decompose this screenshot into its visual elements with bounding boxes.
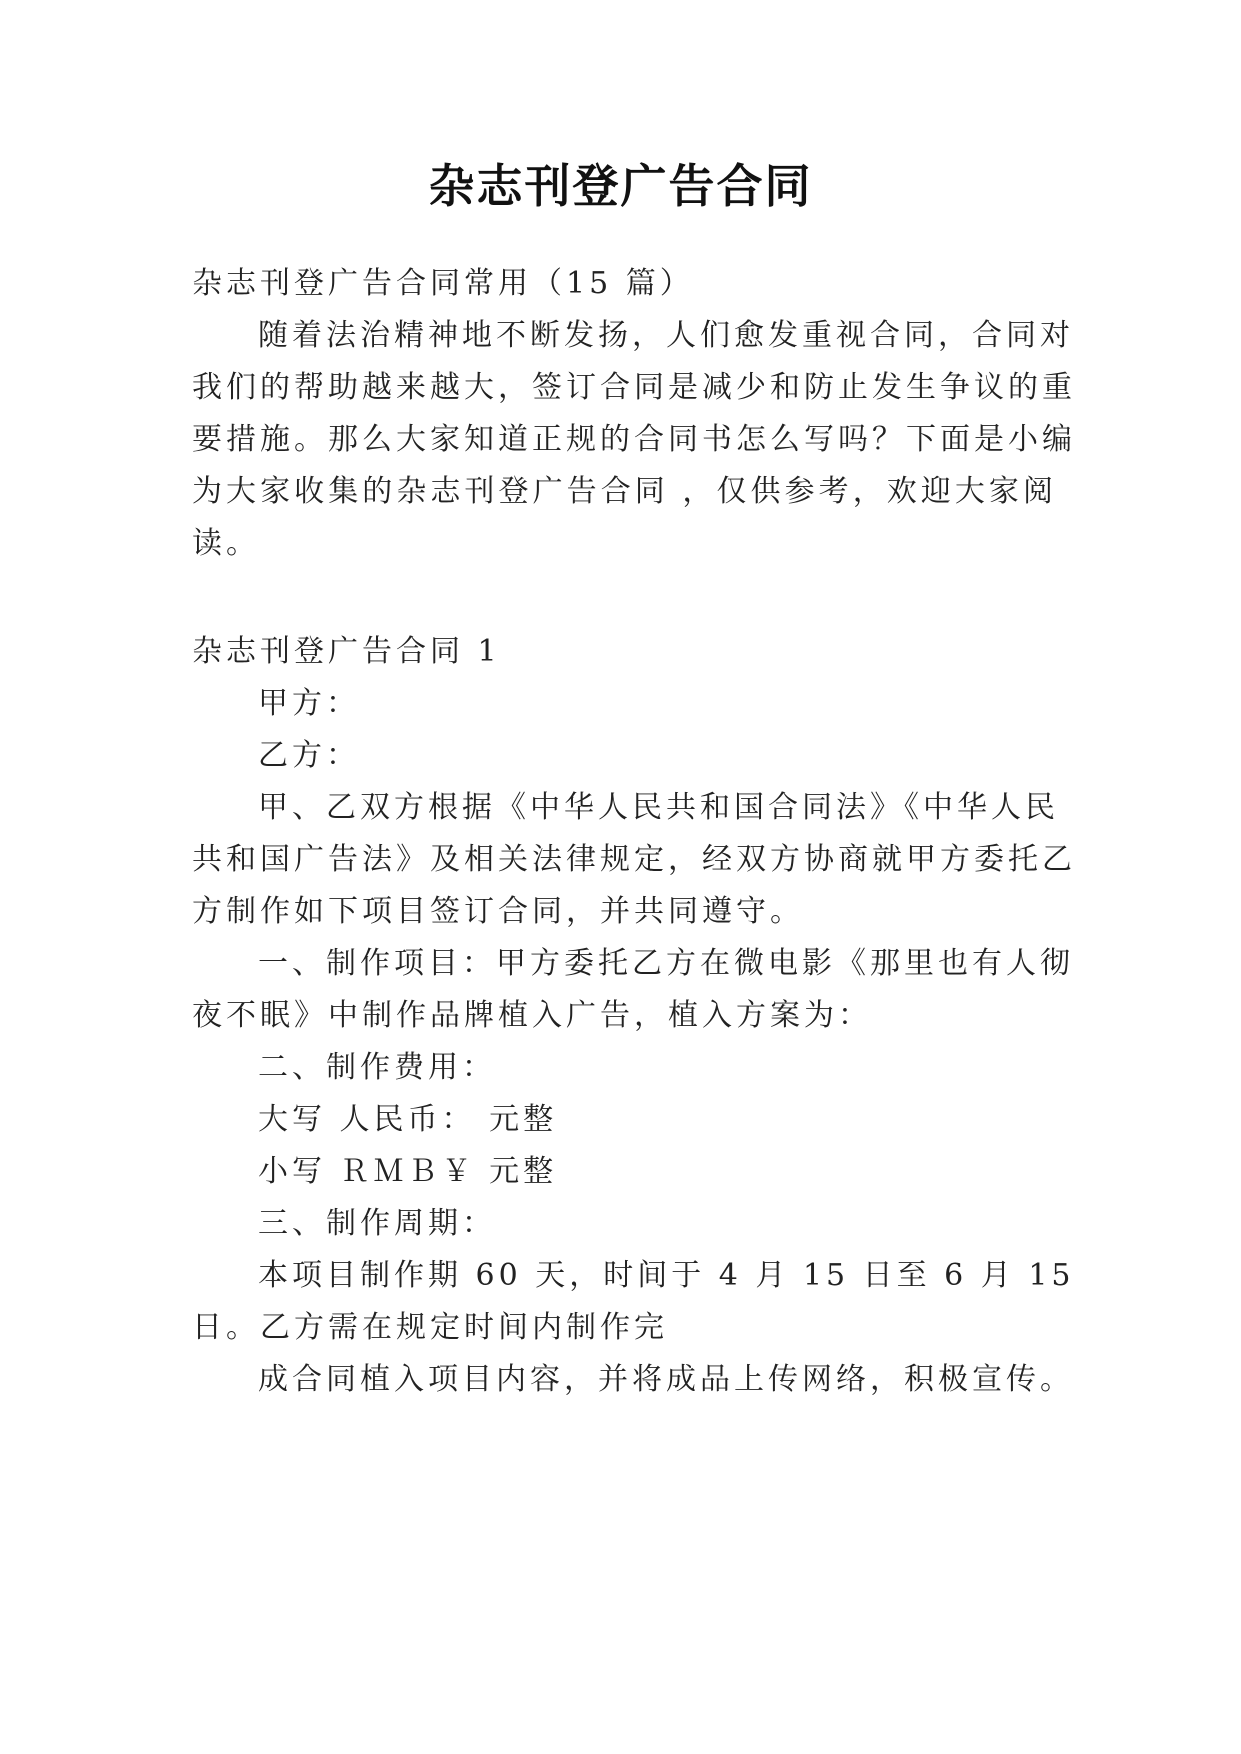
period-line: 日。乙方需在规定时间内制作完	[192, 1310, 668, 1345]
document-subtitle: 杂志刊登广告合同常用（15 篇）	[192, 266, 694, 301]
period-line: 成合同植入项目内容，并将成品上传网络，积极宣传。	[258, 1362, 1074, 1397]
section-heading: 杂志刊登广告合同 1	[192, 634, 501, 669]
party-b-label: 乙方：	[258, 738, 360, 773]
intro-line: 要措施。那么大家知道正规的合同书怎么写吗？下面是小编	[192, 422, 1076, 457]
fee-upper: 大写 人民币： 元整	[258, 1102, 558, 1137]
intro-line: 为大家收集的杂志刊登广告合同 ，仅供参考，欢迎大家阅	[192, 474, 1057, 509]
fee-lower: 小写 ＲＭＢ￥ 元整	[258, 1154, 558, 1189]
intro-line: 读。	[192, 526, 260, 561]
basis-line: 共和国广告法》及相关法律规定，经双方协商就甲方委托乙	[192, 842, 1076, 877]
period-line: 本项目制作期 60 天，时间于 4 月 15 日至 6 月 15	[258, 1258, 1075, 1293]
document-title: 杂志刊登广告合同	[428, 159, 813, 213]
item1-line: 一、制作项目：甲方委托乙方在微电影《那里也有人彻	[258, 946, 1074, 981]
party-a-label: 甲方：	[258, 686, 360, 721]
basis-line: 甲、乙双方根据《中华人民共和国合同法》《中华人民	[258, 790, 1059, 825]
basis-line: 方制作如下项目签订合同，并共同遵守。	[192, 894, 804, 929]
intro-line: 随着法治精神地不断发扬，人们愈发重视合同，合同对	[258, 318, 1074, 353]
item2-heading: 二、制作费用：	[258, 1050, 496, 1085]
item3-heading: 三、制作周期：	[258, 1206, 496, 1241]
intro-line: 我们的帮助越来越大，签订合同是减少和防止发生争议的重	[192, 370, 1076, 405]
item1-line: 夜不眠》中制作品牌植入广告，植入方案为：	[192, 998, 872, 1033]
